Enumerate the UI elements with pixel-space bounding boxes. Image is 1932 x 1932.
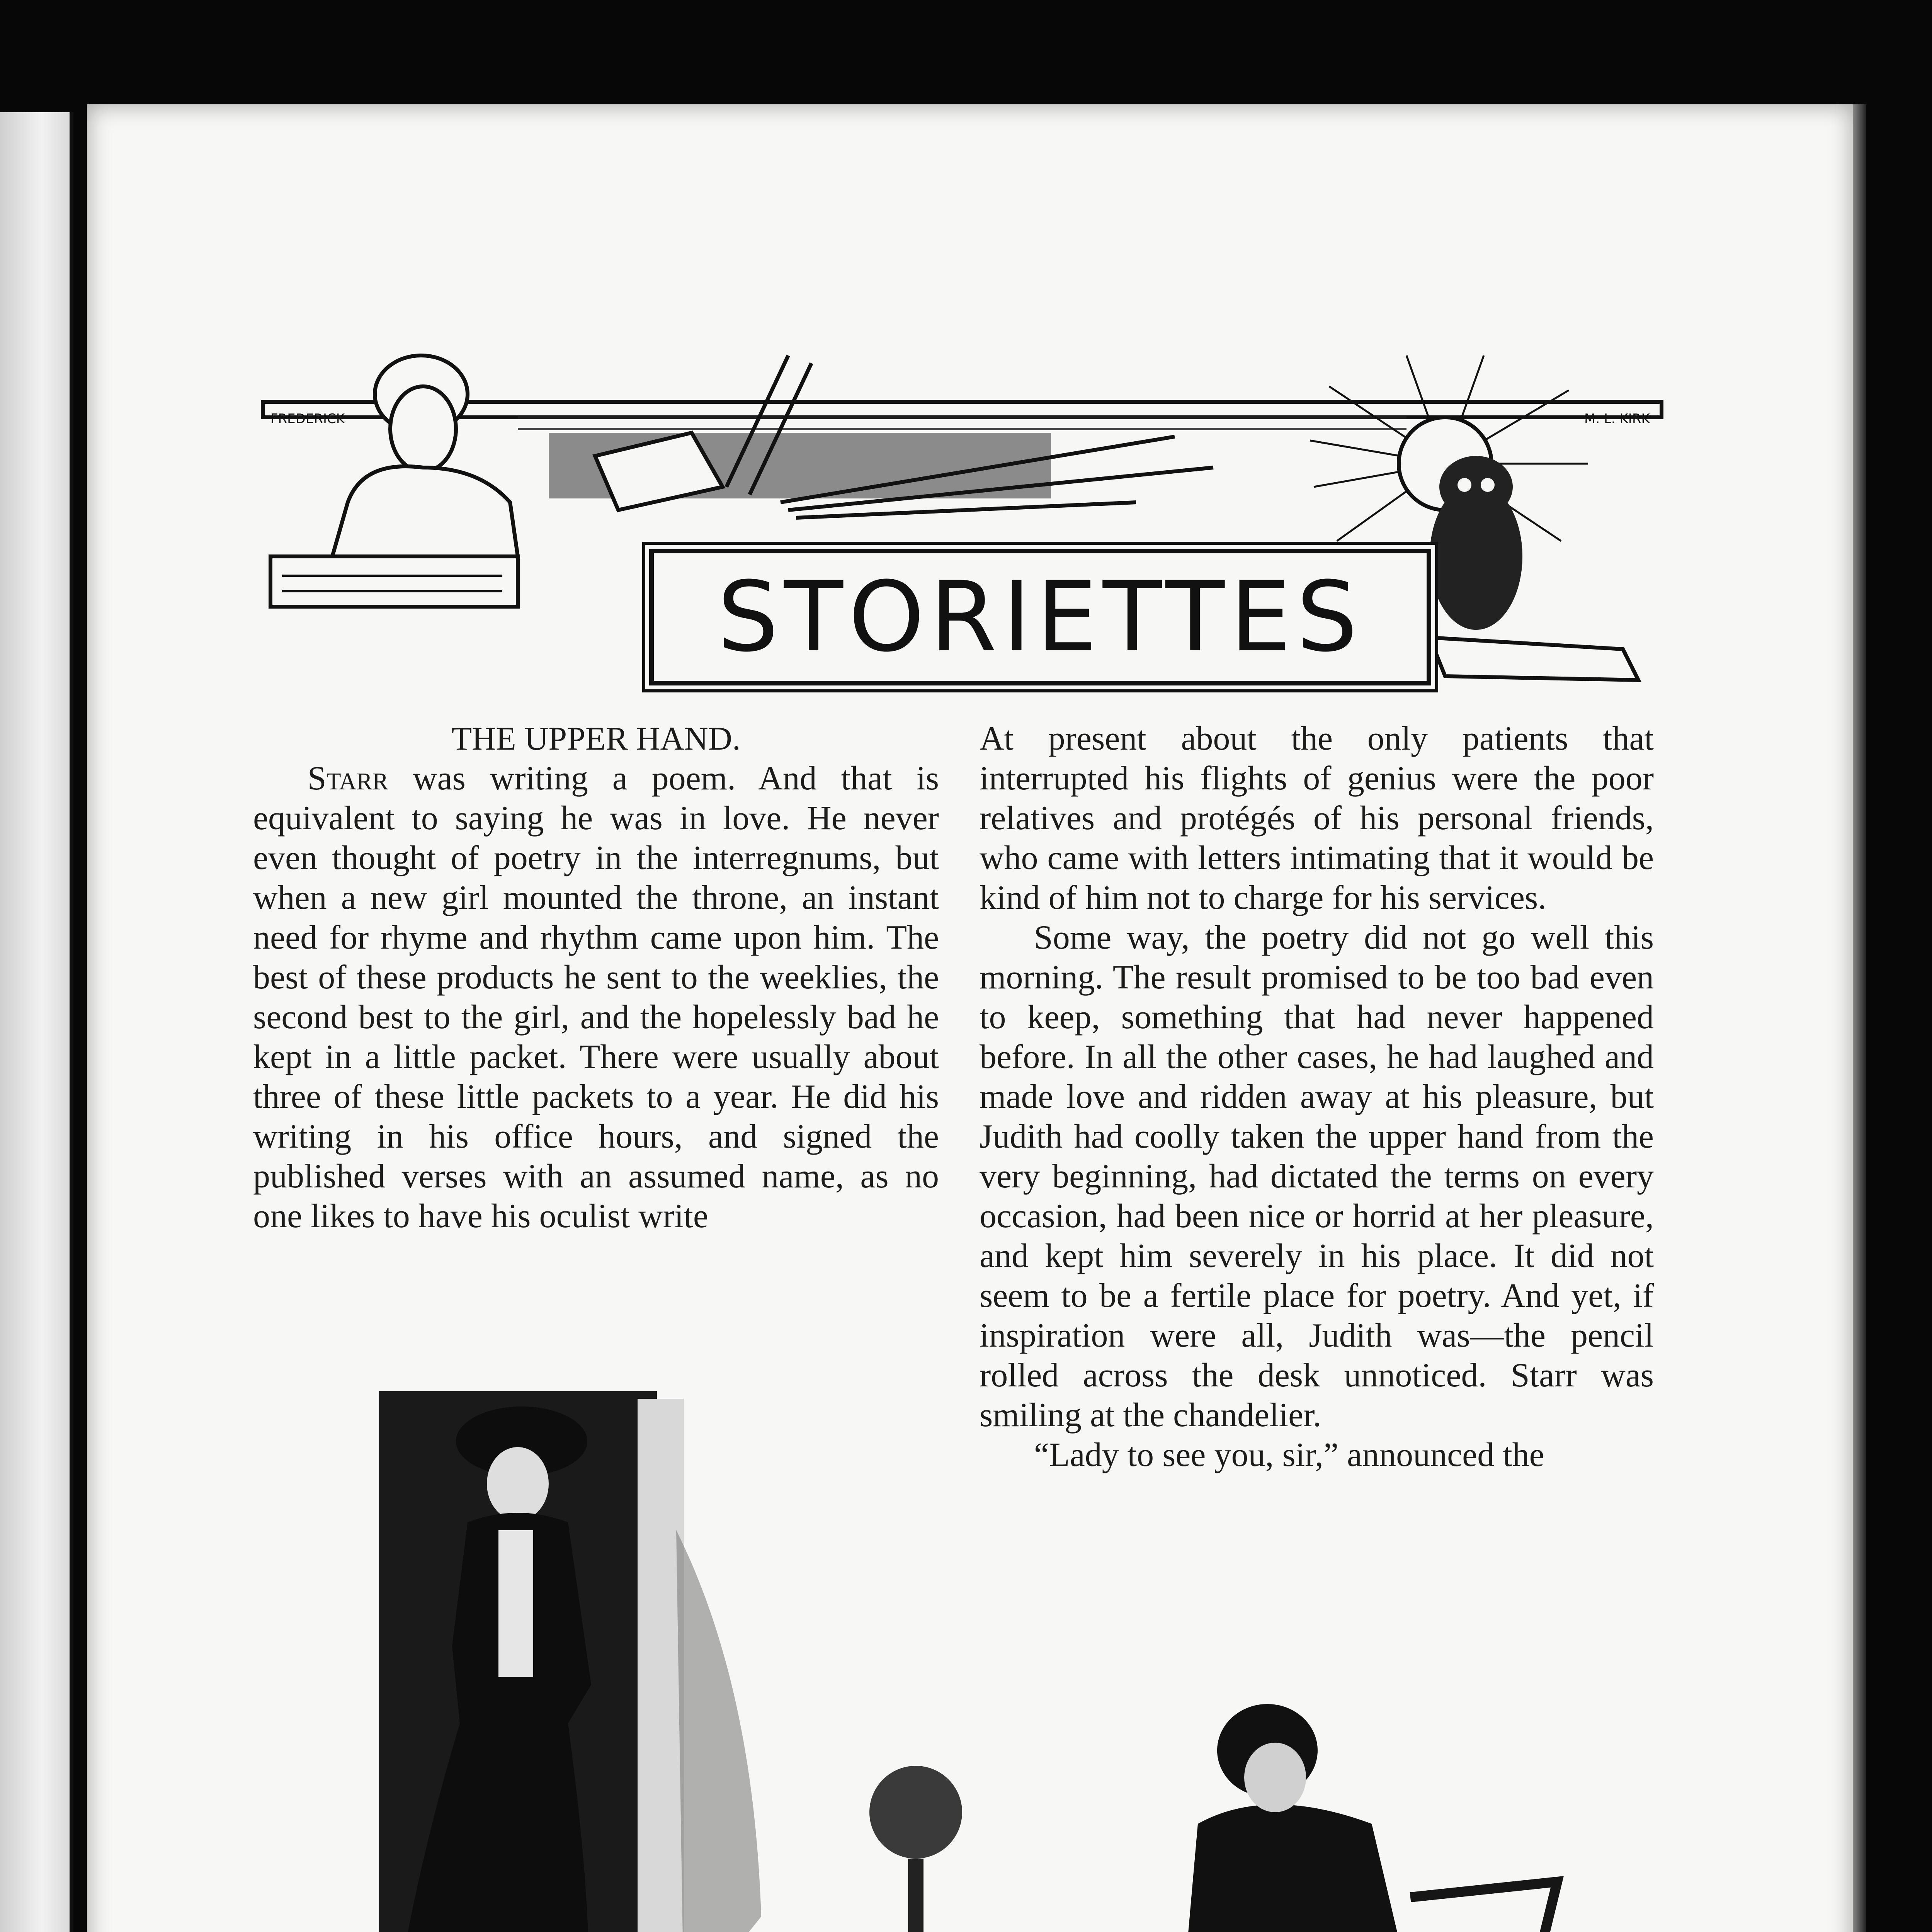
lead-word: Starr [307,760,389,797]
story-title: THE UPPER HAND. [451,720,741,757]
right-paragraph-2: Some way, the poetry did not go well this morning. The result promised to be too bad even to keep, something that had never happened before. In all the other cases, he had laughed and made love and ridden away at his pleasure, but Judith had coolly taken the upper hand from the very beginning, had dictated the terms on every occasion, had been nice or horrid at her pleasure, and kept him severely in his place. It did not seem to be a fertile place for poetry. And yet, if inspiration were all, Judith was—the pencil rolled across the desk unnoticed. Starr was smiling at the chandelier. [980,919,1654,1434]
left-column [253,719,939,1236]
story-illustration [251,1376,1662,1932]
right-column [980,719,1654,1475]
facing-page-edge [0,112,73,1932]
left-paragraph-1 [253,759,939,1236]
artist-left-signature: FREDERICK [270,411,345,427]
section-title: STORIETTES [717,561,1363,673]
left-paragraph-1-text: was writing a poem. And that is equivalent to saying he was in love. He never even thought of poetry in the interregnums, but when a new girl mounted the throne, an instant need for rhyme and rhythm came upon him. The best of these products he sent to the weeklies, the second best to the girl, and the hopelessly bad he kept in a little packet. There were usually about three of these little packets to a year. He did his writing in his office hours, and signed the published verses with an assumed name, as no one likes to have his oculist write [253,760,939,1235]
page-binding-shadow [1853,104,1866,1932]
artist-right-signature: M. L. KIRK [1584,411,1650,427]
right-paragraph-1: At present about the only patients that interrupted his flights of genius were the poor relatives and protégés of his personal friends, who came with letters intimating that it would be kind of him not to charge for his services. [980,720,1654,917]
right-paragraph-3: “Lady to see you, sir,” announced the [1034,1436,1544,1474]
section-title-box [649,549,1431,685]
